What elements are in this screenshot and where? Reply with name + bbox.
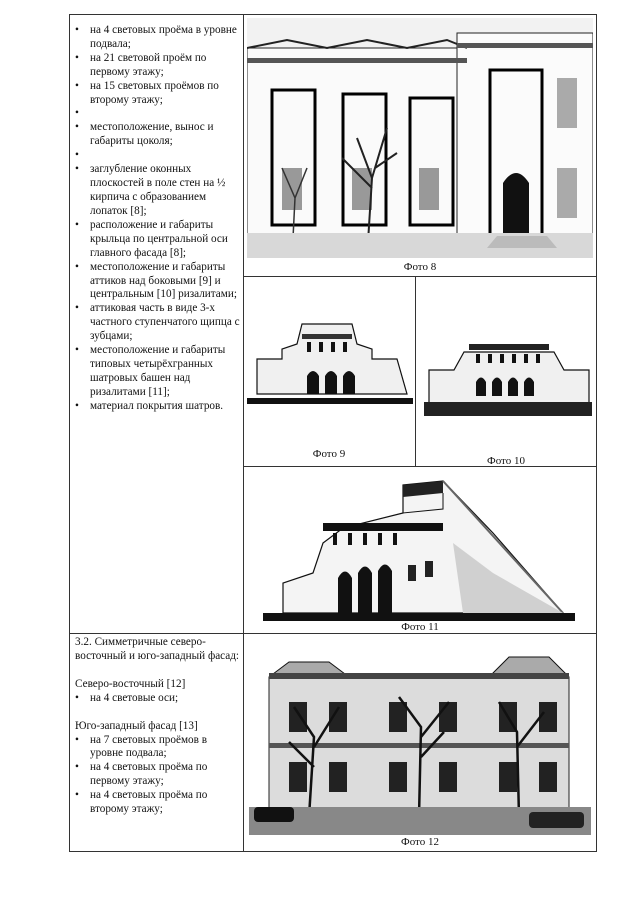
photo-10-caption: Фото 10 xyxy=(487,455,525,467)
list-item: • расположение и габариты крыльца по центральной оси главного фасада [8]; xyxy=(72,219,240,261)
photo-11-caption: Фото 11 xyxy=(401,621,439,633)
list-item: • местоположение и габариты типовых четырёхгранных шатровых башен над ризалитами [11]; xyxy=(72,344,240,400)
spacer xyxy=(75,706,241,720)
north-east-facade-title: Северо-восточный [12] xyxy=(75,677,186,690)
list-item: • материал покрытия шатров. xyxy=(72,400,240,414)
requirements-list-cell xyxy=(72,24,240,414)
column-divider xyxy=(243,14,244,852)
list-item: • заглубление оконных плоскостей в поле стен на ½ кирпича с образованием лопаток [8]; xyxy=(72,163,240,219)
photo-divider xyxy=(415,276,416,466)
list-item: • на 21 световой проём по первому этажу; xyxy=(72,52,240,80)
list-item: • аттиковая часть в виде 3-х частного ступенчатого щипца с зубцами; xyxy=(72,302,240,344)
photo-9-caption: Фото 9 xyxy=(312,448,346,460)
list-item: • на 4 световых проёма по первому этажу; xyxy=(72,761,241,789)
photo-8-main-facade xyxy=(247,18,593,258)
photo-11-tower xyxy=(263,473,575,621)
list-item: • на 15 световых проёмов по второму этажу; xyxy=(72,80,240,108)
list-item: • на 4 световые оси; xyxy=(72,692,241,706)
section-divider xyxy=(69,633,597,634)
list-spacer xyxy=(72,107,240,121)
photo-12-side-facade xyxy=(249,647,591,835)
photo-8-caption: Фото 8 xyxy=(403,261,437,273)
south-west-facade-title: Юго-западный фасад [13] xyxy=(75,719,198,732)
photo-12-caption: Фото 12 xyxy=(401,836,439,848)
section-3-2-cell xyxy=(75,636,241,817)
list-item: • на 4 световых проёма по второму этажу; xyxy=(72,789,241,817)
list-item: • местоположение, вынос и габариты цоколя; xyxy=(72,121,240,149)
list-item: • на 7 световых проёмов в уровне подвала; xyxy=(72,734,241,762)
list-item: • на 4 световых проёма в уровне подвала; xyxy=(72,24,240,52)
photo-9-side-attic xyxy=(247,314,413,410)
list-item: • местоположение и габариты аттиков над боковыми [9] и центральным [10] ризалитами; xyxy=(72,261,240,303)
section-heading: 3.2. Симметричные северо-восточный и юго-западный фасад: xyxy=(75,636,240,662)
photo-10-central-attic xyxy=(424,330,592,422)
spacer xyxy=(75,664,241,678)
row-divider xyxy=(243,276,597,277)
list-spacer xyxy=(72,149,240,163)
